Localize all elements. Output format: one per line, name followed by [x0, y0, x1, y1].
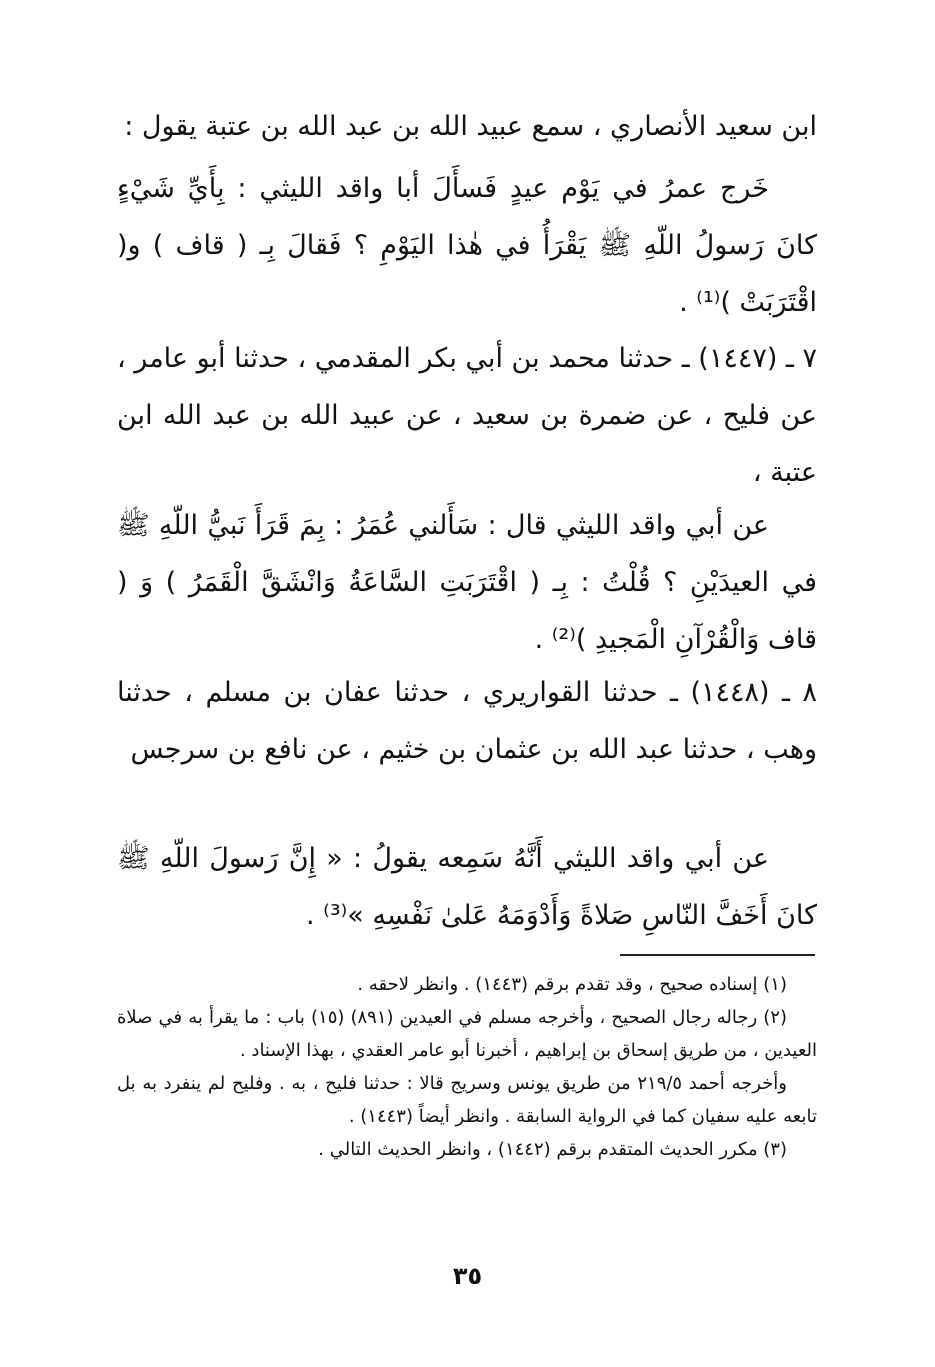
paragraph-5-block — [117, 664, 817, 778]
paragraph-1: ابن سعيد الأنصاري ، سمع عبيد الله بن عبد الله بن عتبة يقول : — [124, 111, 817, 142]
footnotes — [117, 968, 817, 1166]
paragraph-2: خَرج عمرُ في يَوْم عيدٍ فَسأَلَ أبا واقد الليثي : بِأَيِّ شَيْءٍ كانَ رَسولُ اللّهِ ﷺ يَقْرَأُ في هٰذا اليَوْمِ ؟ فَقالَ بِـ ( قاف ) و( اقْتَرَبَتْ )⁽¹⁾ . — [117, 173, 817, 318]
paragraph-6: عن أبي واقد الليثي أَنَّهُ سَمِعه يقولُ : « إِنَّ رَسولَ اللّهِ ﷺ كانَ أَخَفَّ النّاسِ صَلاةً وَأَدْوَمَهُ عَلىٰ نَفْسِهِ »⁽³⁾ . — [117, 843, 817, 931]
footnote-2: (٢) رجاله رجال الصحيح ، وأخرجه مسلم في العيدين (٨٩١) (١٥) باب : ما يقرأ به في صلاة العيدين ، من طريق إسحاق بن إبراهيم ، أخبرنا أبو عامر العقدي ، بهذا الإسناد . — [117, 1007, 817, 1061]
footnote-2-continued: وأخرجه أحمد ٢١٩/٥ من طريق يونس وسريج قالا : حدثنا فليح ، به . وفليح لم ينفرد به بل تابعه عليه سفيان كما في الرواية السابقة . وانظر أيضاً (١٤٤٣) . — [117, 1073, 817, 1127]
paragraph-4-block — [117, 497, 817, 668]
paragraph-5: ٨ ـ (١٤٤٨) ـ حدثنا القواريري ، حدثنا عفان بن مسلم ، حدثنا وهب ، حدثنا عبد الله بن عثمان بن خثيم ، عن نافع بن سرجس — [117, 677, 817, 765]
footnote-1: (١) إسناده صحيح ، وقد تقدم برقم (١٤٤٣) . وانظر لاحقه . — [357, 974, 787, 995]
footnote-3: (٣) مكرر الحديث المتقدم برقم (١٤٤٢) ، وانظر الحديث التالي . — [318, 1139, 787, 1160]
paragraph-6-block — [117, 830, 817, 944]
paragraph-1-block — [117, 98, 817, 155]
paragraph-3: ٧ ـ (١٤٤٧) ـ حدثنا محمد بن أبي بكر المقدمي ، حدثنا أبو عامر ، عن فليح ، عن ضمرة بن سعيد ، عن عبيد الله بن عبد الله ابن عتبة ، — [117, 343, 817, 488]
page-number: ٣٥ — [452, 1262, 483, 1290]
paragraph-4: عن أبي واقد الليثي قال : سَأَلني عُمَرُ : بِمَ قَرَأَ نَبيُّ اللّهِ ﷺ في العيدَيْنِ ؟ قُلْتُ : بِـ ( اقْتَرَبَتِ السَّاعَةُ وَانْشَقَّ الْقَمَرُ ) وَ ( قاف وَالْقُرْآنِ الْمَجيدِ )⁽²⁾ . — [117, 510, 817, 655]
paragraph-3-block — [117, 330, 817, 501]
paragraph-2-block — [117, 160, 817, 331]
footnote-separator — [620, 954, 815, 956]
